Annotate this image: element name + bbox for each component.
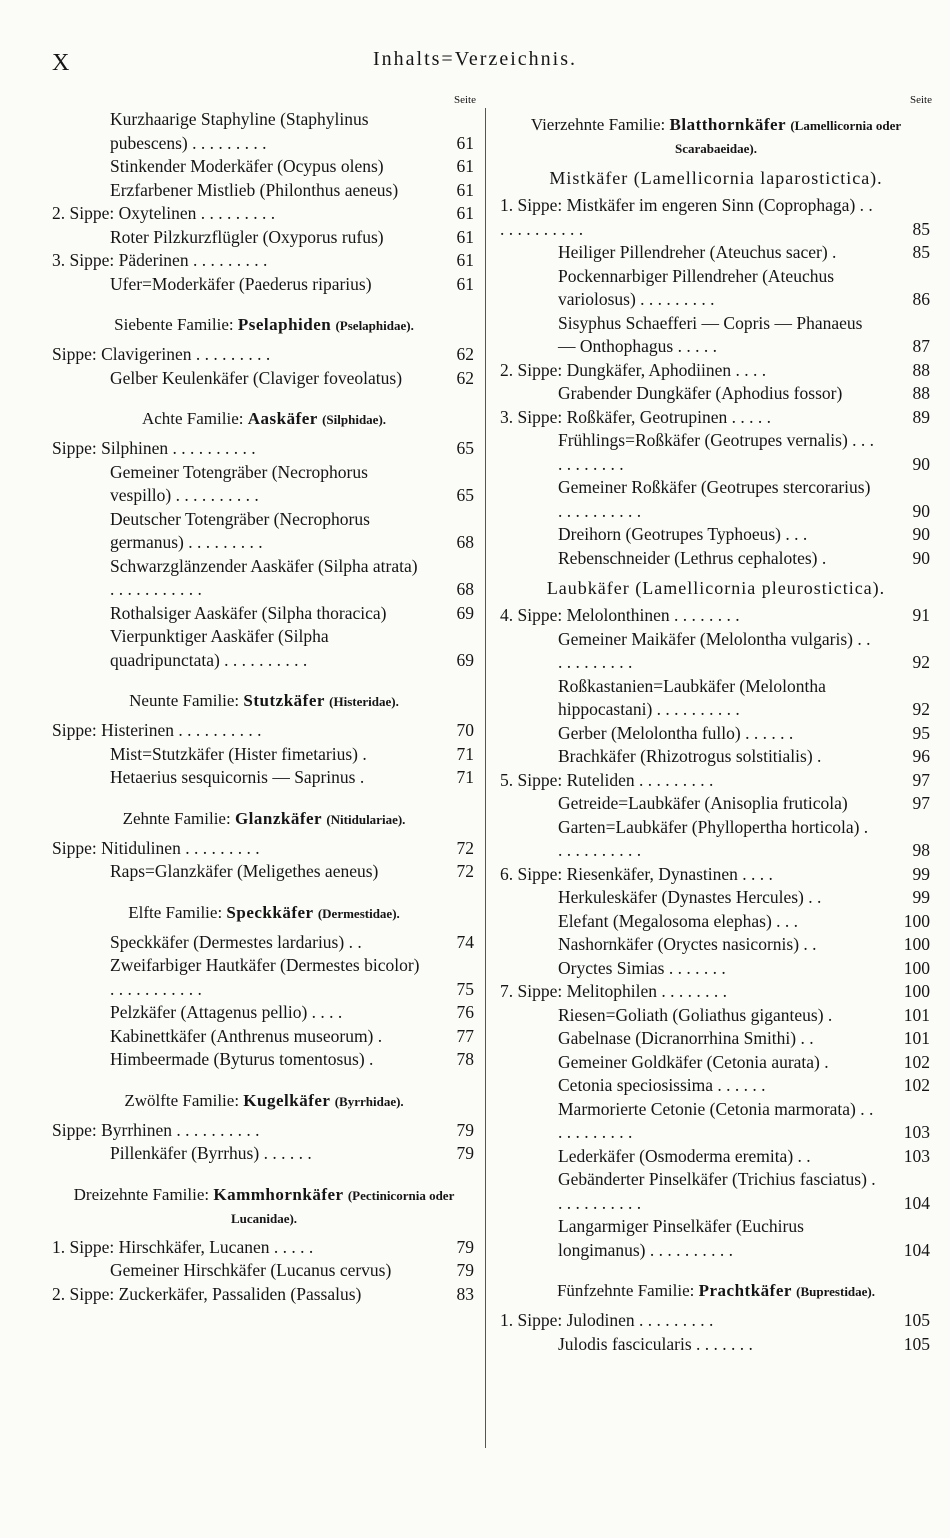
entry-page-number: 77 xyxy=(456,1025,474,1046)
toc-tribe-entry xyxy=(500,194,932,241)
family-ordinal: Elfte Familie: xyxy=(128,902,223,922)
entry-text: Nashornkäfer (Oryctes nasicornis) . . xyxy=(558,934,817,954)
entry-page-number: 87 xyxy=(912,336,930,356)
family-latin: (Pselaphidae). xyxy=(335,318,414,333)
entry-text: Oryctes Simias . . . . . . . xyxy=(558,957,726,978)
toc-species-entry xyxy=(500,547,932,571)
entry-text: Sippe: Silphinen . . . . . . . . . . xyxy=(52,438,256,458)
toc-species-entry xyxy=(500,429,932,476)
entry-text: Gemeiner Maikäfer (Melolontha vulgaris) . . . . . . . . . . . xyxy=(558,628,871,672)
entry-text: 4. Sippe: Melolonthinen . . . . . . . . xyxy=(500,605,740,625)
toc-tribe-entry xyxy=(500,980,932,1004)
entry-page-number: 96 xyxy=(912,746,930,766)
entry-page-number: 72 xyxy=(456,837,474,858)
entry-text: Lederkäfer (Osmoderma eremita) . . xyxy=(558,1145,811,1166)
family-name: Blatthornkäfer xyxy=(669,115,787,134)
entry-page-number: 100 xyxy=(903,910,930,931)
seite-label: Seite xyxy=(910,94,932,106)
entry-page-number: 76 xyxy=(456,1002,474,1022)
entry-text: Sippe: Byrrhinen . . . . . . . . . . xyxy=(52,1119,260,1140)
toc-tribe-entry xyxy=(52,343,476,367)
entry-text: Roter Pilzkurzflügler (Oxyporus rufus) xyxy=(110,226,384,247)
toc-species-entry xyxy=(500,675,932,722)
toc-species-entry xyxy=(52,179,476,203)
toc-species-entry xyxy=(52,602,476,626)
entry-text: Rothalsiger Aaskäfer (Silpha thoracica) xyxy=(110,602,387,623)
entry-text: Speckkäfer (Dermestes lardarius) . . xyxy=(110,931,362,952)
toc-species-entry xyxy=(500,792,932,816)
toc-section xyxy=(500,1280,932,1356)
toc-species-entry xyxy=(52,508,476,555)
toc-section xyxy=(52,1184,476,1307)
toc-species-entry xyxy=(500,745,932,769)
entry-page-number: 90 xyxy=(912,524,930,544)
entry-text: 2. Sippe: Oxytelinen . . . . . . . . . xyxy=(52,203,276,223)
entry-page-number: 98 xyxy=(912,840,930,860)
toc-species-entry xyxy=(500,816,932,863)
entry-text: Erzfarbener Mistlieb (Philonthus aeneus) xyxy=(110,179,399,200)
entry-text: Kabinettkäfer (Anthrenus museorum) . xyxy=(110,1025,383,1046)
entry-page-number: 86 xyxy=(912,289,930,309)
family-ordinal: Zehnte Familie: xyxy=(122,808,231,828)
entry-page-number: 100 xyxy=(903,957,930,978)
toc-tribe-entry xyxy=(52,1119,476,1143)
family-heading xyxy=(500,114,932,160)
toc-species-entry xyxy=(52,1048,476,1072)
entry-text: Vierpunktiger Aaskäfer (Silpha quadripunctata) . . . . . . . . . . xyxy=(110,626,329,670)
entry-page-number: 90 xyxy=(912,500,930,521)
entry-text: Roßkastanien=Laubkäfer (Melolontha hippocastani) . . . . . . . . . . xyxy=(558,675,826,719)
family-name: Stutzkäfer xyxy=(243,691,325,710)
entry-page-number: 68 xyxy=(456,579,474,599)
entry-text: Herkuleskäfer (Dynastes Hercules) . . xyxy=(558,887,822,907)
toc-section xyxy=(52,902,476,1072)
toc-species-entry xyxy=(500,382,932,406)
family-latin: (Dermestidae). xyxy=(317,905,400,921)
entry-page-number: 61 xyxy=(456,273,474,294)
entry-page-number: 88 xyxy=(912,359,930,380)
toc-species-entry xyxy=(52,743,476,767)
family-ordinal: Vierzehnte Familie: xyxy=(530,115,666,134)
entry-text: Sippe: Histerinen . . . . . . . . . . xyxy=(52,720,262,740)
entry-page-number: 92 xyxy=(912,652,930,672)
toc-species-entry xyxy=(52,1001,476,1025)
toc-species-entry xyxy=(500,1333,932,1357)
toc-species-entry xyxy=(52,954,476,1001)
entry-page-number: 92 xyxy=(912,699,930,719)
toc-species-entry xyxy=(500,476,932,523)
entry-page-number: 99 xyxy=(912,863,930,884)
entry-page-number: 78 xyxy=(456,1049,474,1069)
toc-species-entry xyxy=(500,1215,932,1262)
entry-page-number: 90 xyxy=(912,547,930,568)
toc-tribe-entry xyxy=(500,1309,932,1333)
family-latin: (Histeridae). xyxy=(329,694,399,709)
entry-text: 5. Sippe: Ruteliden . . . . . . . . . xyxy=(500,769,714,790)
family-heading xyxy=(52,808,476,831)
family-latin: (Silphidae). xyxy=(322,412,387,427)
entry-text: 3. Sippe: Roßkäfer, Geotrupinen . . . . . xyxy=(500,406,771,427)
toc-species-entry xyxy=(500,265,932,312)
entry-text: Sisyphus Schaefferi — Copris — Phanaeus — Onthophagus . . . . . xyxy=(558,312,863,356)
entry-text: Marmorierte Cetonie (Cetonia marmorata) . . . . . . . . . . . xyxy=(558,1098,874,1142)
toc-species-entry xyxy=(500,241,932,265)
entry-text: Gemeiner Totengräber (Necrophorus vespillo) . . . . . . . . . . xyxy=(110,461,368,505)
entry-page-number: 75 xyxy=(456,978,474,999)
toc-species-entry xyxy=(52,108,476,155)
entry-page-number: 65 xyxy=(456,485,474,505)
family-heading xyxy=(52,1090,476,1113)
family-name: Pselaphiden xyxy=(237,315,332,334)
toc-species-entry xyxy=(500,312,932,359)
toc-section xyxy=(52,108,476,296)
entry-page-number: 97 xyxy=(912,793,930,813)
entry-page-number: 70 xyxy=(456,720,474,740)
family-name: Kugelkäfer xyxy=(243,1090,331,1110)
entry-page-number: 101 xyxy=(903,1004,930,1025)
entry-text: Pelzkäfer (Attagenus pellio) . . . . xyxy=(110,1002,343,1022)
toc-species-entry xyxy=(500,1145,932,1169)
entry-page-number: 79 xyxy=(456,1143,474,1163)
toc-species-entry xyxy=(500,957,932,981)
family-heading xyxy=(500,1280,932,1303)
toc-species-entry xyxy=(500,886,932,910)
page-header xyxy=(0,48,950,78)
entry-page-number: 97 xyxy=(912,769,930,790)
entry-text: 1. Sippe: Hirschkäfer, Lucanen . . . . . xyxy=(52,1236,314,1257)
entry-text: Mist=Stutzkäfer (Hister fimetarius) . xyxy=(110,743,367,764)
entry-text: Himbeermade (Byturus tomentosus) . xyxy=(110,1049,374,1069)
entry-page-number: 95 xyxy=(912,722,930,743)
entry-text: Gelber Keulenkäfer (Claviger foveolatus) xyxy=(110,367,403,388)
entry-text: Gerber (Melolontha fullo) . . . . . . xyxy=(558,722,794,743)
entry-page-number: 69 xyxy=(456,649,474,670)
entry-page-number: 61 xyxy=(456,250,474,270)
toc-species-entry xyxy=(52,155,476,179)
entry-text: Raps=Glanzkäfer (Meligethes aeneus) xyxy=(110,861,379,881)
seite-label: Seite xyxy=(454,94,476,106)
entry-text: Garten=Laubkäfer (Phyllopertha horticola) . . . . . . . . . . . xyxy=(558,816,869,860)
toc-tribe-entry xyxy=(52,1283,476,1307)
entry-page-number: 79 xyxy=(456,1119,474,1140)
toc-tribe-entry xyxy=(52,249,476,273)
toc-species-entry xyxy=(52,226,476,250)
entry-page-number: 69 xyxy=(456,602,474,623)
family-heading xyxy=(52,408,476,431)
toc-species-entry xyxy=(52,860,476,884)
toc-species-entry xyxy=(500,1168,932,1215)
entry-text: Elefant (Megalosoma elephas) . . . xyxy=(558,910,799,931)
entry-text: Dreihorn (Geotrupes Typhoeus) . . . xyxy=(558,524,808,544)
entry-page-number: 61 xyxy=(456,179,474,200)
entry-page-number: 62 xyxy=(456,344,474,364)
family-heading xyxy=(52,314,476,337)
entry-page-number: 61 xyxy=(456,226,474,247)
subsection-heading: Laubkäfer (Lamellicornia pleurostictica). xyxy=(546,578,886,598)
family-heading xyxy=(52,690,476,713)
toc-species-entry xyxy=(52,1025,476,1049)
family-latin: (Nitidulariae). xyxy=(326,811,406,827)
toc-tribe-entry xyxy=(52,719,476,743)
entry-page-number: 90 xyxy=(912,453,930,474)
toc-section xyxy=(52,690,476,790)
entry-text: Rebenschneider (Lethrus cephalotes) . xyxy=(558,547,827,568)
family-latin: (Buprestidae). xyxy=(796,1284,876,1299)
family-ordinal: Dreizehnte Familie: xyxy=(73,1184,210,1204)
toc-species-entry xyxy=(52,367,476,391)
entry-text: Schwarzglänzender Aaskäfer (Silpha atrata) . . . . . . . . . . . xyxy=(110,555,418,599)
entry-text: Gabelnase (Dicranorrhina Smithi) . . xyxy=(558,1028,814,1048)
family-heading xyxy=(52,902,476,925)
entry-text: Frühlings=Roßkäfer (Geotrupes vernalis) . . . . . . . . . . . xyxy=(558,430,875,474)
entry-text: Langarmiger Pinselkäfer (Euchirus longimanus) . . . . . . . . . . xyxy=(558,1216,804,1260)
family-ordinal: Zwölfte Familie: xyxy=(124,1090,240,1110)
entry-page-number: 71 xyxy=(456,743,474,764)
entry-text: Zweifarbiger Hautkäfer (Dermestes bicolor) . . . . . . . . . . . xyxy=(110,955,420,999)
toc-tribe-entry xyxy=(500,863,932,887)
toc-tribe-entry xyxy=(52,437,476,461)
entry-text: 3. Sippe: Päderinen . . . . . . . . . xyxy=(52,250,268,270)
toc-section xyxy=(52,408,476,672)
toc-species-entry xyxy=(500,523,932,547)
family-latin: (Lamellicornia oder Scarabaeidae). xyxy=(675,118,902,156)
entry-text: Getreide=Laubkäfer (Anisoplia fruticola) xyxy=(558,793,848,813)
entry-page-number: 83 xyxy=(456,1283,474,1304)
entry-text: Ufer=Moderkäfer (Paederus riparius) xyxy=(110,273,372,294)
entry-text: 1. Sippe: Julodinen . . . . . . . . . xyxy=(500,1310,714,1330)
toc-species-entry xyxy=(500,1027,932,1051)
entry-text: Brachkäfer (Rhizotrogus solstitialis) . xyxy=(558,746,822,766)
toc-tribe-entry xyxy=(500,769,932,793)
entry-page-number: 100 xyxy=(903,981,930,1001)
toc-tribe-entry xyxy=(52,1236,476,1260)
page-number: X xyxy=(52,50,70,76)
family-latin: (Byrrhidae). xyxy=(334,1093,404,1109)
entry-text: Stinkender Moderkäfer (Ocypus olens) xyxy=(110,156,384,176)
entry-page-number: 71 xyxy=(456,767,474,787)
entry-page-number: 61 xyxy=(456,132,474,153)
entry-text: Heiliger Pillendreher (Ateuchus sacer) . xyxy=(558,242,837,262)
family-name: Prachtkäfer xyxy=(698,1281,792,1300)
entry-text: Hetaerius sesquicornis — Saprinus . xyxy=(110,767,365,787)
family-ordinal: Neunte Familie: xyxy=(129,691,240,710)
toc-species-entry xyxy=(52,1259,476,1283)
toc-species-entry xyxy=(52,555,476,602)
toc-species-entry xyxy=(52,273,476,297)
entry-text: Pockennarbiger Pillendreher (Ateuchus variolosus) . . . . . . . . . xyxy=(558,265,835,309)
entry-text: 7. Sippe: Melitophilen . . . . . . . . xyxy=(500,981,728,1001)
entry-page-number: 72 xyxy=(456,861,474,881)
entry-page-number: 101 xyxy=(903,1028,930,1048)
toc-species-entry xyxy=(52,625,476,672)
toc-species-entry xyxy=(52,766,476,790)
toc-tribe-entry xyxy=(52,202,476,226)
toc-species-entry xyxy=(52,931,476,955)
entry-text: Cetonia speciosissima . . . . . . xyxy=(558,1075,766,1095)
entry-text: Sippe: Nitidulinen . . . . . . . . . xyxy=(52,837,260,858)
entry-page-number: 65 xyxy=(456,438,474,458)
toc-section xyxy=(52,808,476,884)
family-name: Speckkäfer xyxy=(226,902,314,922)
entry-page-number: 102 xyxy=(903,1051,930,1072)
entry-page-number: 88 xyxy=(912,383,930,403)
toc-species-entry xyxy=(500,1098,932,1145)
entry-page-number: 79 xyxy=(456,1236,474,1257)
toc-tribe-entry xyxy=(500,359,932,383)
family-ordinal: Fünfzehnte Familie: xyxy=(556,1281,695,1300)
toc-species-entry xyxy=(500,910,932,934)
entry-page-number: 85 xyxy=(912,218,930,239)
entry-page-number: 62 xyxy=(456,367,474,388)
family-latin: (Pectinicornia oder Lucanidae). xyxy=(230,1187,455,1226)
entry-text: Riesen=Goliath (Goliathus giganteus) . xyxy=(558,1004,833,1025)
entry-text: 2. Sippe: Zuckerkäfer, Passaliden (Passalus) xyxy=(52,1283,362,1304)
entry-page-number: 61 xyxy=(456,203,474,223)
entry-text: Gemeiner Goldkäfer (Cetonia aurata) . xyxy=(558,1051,829,1072)
entry-page-number: 104 xyxy=(903,1192,930,1213)
toc-tribe-entry xyxy=(52,837,476,861)
family-name: Aaskäfer xyxy=(247,409,318,428)
entry-text: Grabender Dungkäfer (Aphodius fossor) xyxy=(558,383,843,403)
entry-page-number: 91 xyxy=(912,605,930,625)
family-heading xyxy=(52,1184,476,1230)
toc-species-entry xyxy=(500,1074,932,1098)
entry-page-number: 103 xyxy=(903,1145,930,1166)
entry-text: 6. Sippe: Riesenkäfer, Dynastinen . . . . xyxy=(500,863,773,884)
toc-section xyxy=(52,314,476,390)
toc-species-entry xyxy=(52,461,476,508)
toc-section xyxy=(52,1090,476,1166)
entry-text: 2. Sippe: Dungkäfer, Aphodiinen . . . . xyxy=(500,359,767,380)
entry-text: 1. Sippe: Mistkäfer im engeren Sinn (Coprophaga) . . . . . . . . . . . . xyxy=(500,195,873,239)
entry-text: Julodis fascicularis . . . . . . . xyxy=(558,1333,753,1354)
family-ordinal: Siebente Familie: xyxy=(114,315,234,334)
entry-page-number: 79 xyxy=(456,1260,474,1280)
entry-text: Sippe: Clavigerinen . . . . . . . . . xyxy=(52,344,271,364)
entry-page-number: 105 xyxy=(903,1333,930,1354)
entry-page-number: 74 xyxy=(456,931,474,952)
entry-page-number: 99 xyxy=(912,887,930,907)
toc-species-entry xyxy=(500,933,932,957)
column-divider xyxy=(485,108,486,1448)
toc-section xyxy=(500,114,932,1262)
toc-tribe-entry xyxy=(500,406,932,430)
entry-page-number: 68 xyxy=(456,532,474,552)
toc-species-entry xyxy=(500,628,932,675)
left-column xyxy=(52,92,476,1324)
entry-page-number: 100 xyxy=(903,934,930,954)
entry-text: Kurzhaarige Staphyline (Staphylinus pubescens) . . . . . . . . . xyxy=(110,109,369,153)
right-column xyxy=(500,92,932,1374)
toc-species-entry xyxy=(500,1004,932,1028)
entry-text: Gebänderter Pinselkäfer (Trichius fasciatus) . . . . . . . . . . . xyxy=(558,1169,876,1213)
family-name: Glanzkäfer xyxy=(234,808,323,828)
entry-page-number: 103 xyxy=(903,1122,930,1142)
toc-tribe-entry xyxy=(500,604,932,628)
entry-page-number: 89 xyxy=(912,406,930,427)
entry-text: Gemeiner Roßkäfer (Geotrupes stercorarius) . . . . . . . . . . xyxy=(558,477,871,521)
entry-text: Deutscher Totengräber (Necrophorus germanus) . . . . . . . . . xyxy=(110,508,370,552)
entry-page-number: 105 xyxy=(903,1310,930,1330)
subsection-heading: Mistkäfer (Lamellicornia laparostictica). xyxy=(549,168,883,188)
entry-page-number: 61 xyxy=(456,156,474,176)
family-ordinal: Achte Familie: xyxy=(141,409,244,428)
entry-page-number: 85 xyxy=(912,242,930,262)
entry-page-number: 102 xyxy=(903,1075,930,1095)
entry-text: Gemeiner Hirschkäfer (Lucanus cervus) xyxy=(110,1260,392,1280)
toc-species-entry xyxy=(500,1051,932,1075)
entry-text: Pillenkäfer (Byrrhus) . . . . . . xyxy=(110,1143,312,1163)
running-title: Inhalts=Verzeichnis. xyxy=(372,48,577,70)
entry-page-number: 104 xyxy=(903,1239,930,1260)
family-name: Kammhornkäfer xyxy=(213,1184,344,1204)
toc-species-entry xyxy=(52,1142,476,1166)
toc-species-entry xyxy=(500,722,932,746)
